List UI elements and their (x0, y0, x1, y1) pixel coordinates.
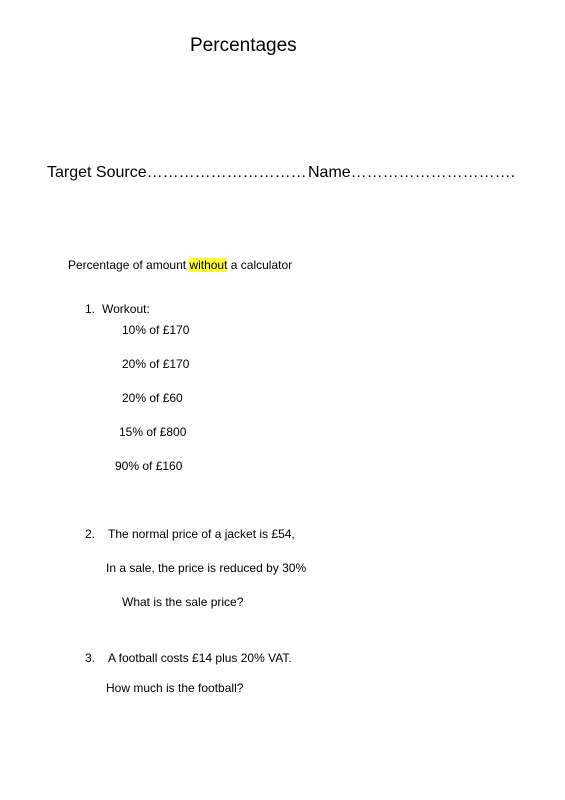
heading-text-end: a calculator (227, 258, 293, 272)
question-line: What is the sale price? (122, 595, 244, 609)
workout-item: 20% of £60 (122, 391, 183, 405)
question-text: A football costs £14 plus 20% VAT. (108, 651, 292, 665)
question-number: 2. (85, 527, 96, 541)
target-source-field: Target Source………………………… (47, 164, 307, 181)
question-number: 1. (85, 302, 96, 316)
question-3 (85, 651, 292, 665)
question-text: Workout: (102, 302, 150, 316)
page-title: Percentages (190, 35, 297, 56)
name-field: Name…………………………. (308, 164, 516, 181)
workout-item: 90% of £160 (115, 459, 183, 473)
question-2 (85, 527, 295, 541)
question-1 (85, 302, 150, 316)
workout-item: 10% of £170 (122, 323, 190, 337)
question-text: The normal price of a jacket is £54, (108, 527, 295, 541)
question-number: 3. (85, 651, 96, 665)
section-heading (68, 258, 292, 272)
heading-text-start: Percentage of amount (68, 258, 190, 272)
workout-item: 15% of £800 (119, 425, 187, 439)
question-line: How much is the football? (106, 681, 244, 695)
highlighted-word: without (189, 258, 228, 272)
workout-item: 20% of £170 (122, 357, 190, 371)
question-line: In a sale, the price is reduced by 30% (106, 561, 307, 575)
